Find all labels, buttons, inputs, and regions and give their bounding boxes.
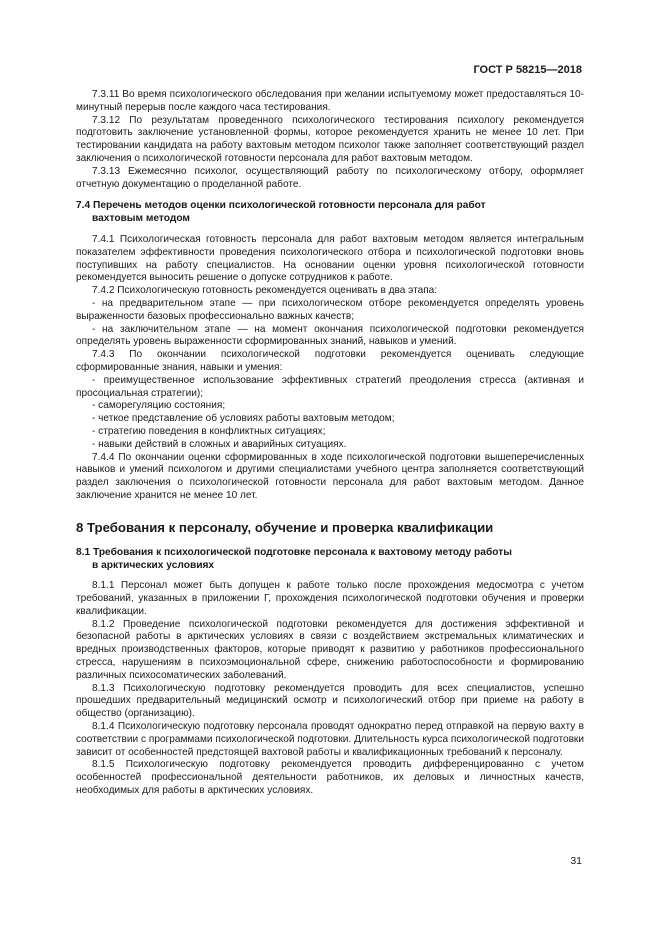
list-item: - навыки действий в сложных и аварийных ситуациях. (92, 438, 347, 450)
list-item: - преимущественное использование эффективных стратегий преодоления стресса (активная и просоциальная стратегии); (76, 374, 584, 399)
paragraph-7-3-11: 7.3.11 Во время психологического обследования при желании испытуемому может предоставляться 10-минутный перерыв после каждого часа тестирования. (76, 89, 584, 113)
list-item: - на предварительном этапе — при психологическом отборе рекомендуется определять уровень выраженности базовых профессионально важных качеств; (76, 297, 584, 322)
paragraph-7-4-3: 7.4.3 По окончании психологической подготовки рекомендуется оценивать следующие сформированные знания, навыки и умения: (76, 349, 584, 373)
paragraph-8-1-4: 8.1.4 Психологическую подготовку персонала проводят однократно перед отправкой на первую вахту в соответствии с программами психологической подготовки. Длительность курса психологической подготовки зависит от особенностей предстоящей вахтовой работы и квалификационных требований к персоналу. (76, 721, 584, 758)
heading-7-4-line2: вахтовым методом (92, 213, 190, 225)
list-item: - четкое представление об условиях работы вахтовым методом; (92, 413, 395, 425)
paragraph-7-3-13: 7.3.13 Ежемесячно психолог, осуществляющий работу по психологическому отбору, оформляет отчетную документацию о проделанной работе. (76, 165, 584, 190)
paragraph-8-1-2: 8.1.2 Проведение психологической подготовки рекомендуется для достижения эффективной и безопасной работы в арктических условиях в связи с воздействием экстремальных климатических и вредных производственных факторов, которые приводят к развитию у работников профессионального стресса, нарушениям в психоэмоциональной сфере, снижению работоспособности и формированию различных психосоматических заболеваний. (76, 618, 584, 681)
page-number: 31 (570, 855, 582, 867)
heading-8-1-line1: 8.1 Требования к психологической подготовке персонала к вахтовому методу работы (76, 546, 512, 558)
heading-7-4 (76, 200, 584, 226)
paragraph-7-4-4: 7.4.4 По окончании оценки сформированных в ходе психологической подготовки вышеперечисленных навыков и умений психологом и другими специалистами учебного центра заполняется соответствующий раздел заключения о психологической готовности персонала для работ вахтовым методом. Данное заключение хранится не менее 10 лет. (76, 451, 584, 501)
list-item: - стратегию поведения в конфликтных ситуациях; (92, 425, 326, 437)
paragraph-8-1-1: 8.1.1 Персонал может быть допущен к работе только после прохождения медосмотра с учетом требований, указанных в приложении Г, прохождения психологической подготовки обучения и проверки квалификации. (76, 580, 584, 617)
page-body (76, 89, 584, 798)
heading-8-1 (76, 547, 584, 573)
list-item: - саморегуляцию состояния; (92, 400, 226, 412)
list-item: - на заключительном этапе — на момент окончания психологической подготовки рекомендуется определять уровень выраженности сформированных знаний, навыков и умений. (76, 323, 584, 348)
paragraph-7-4-2: 7.4.2 Психологическую готовность рекомендуется оценивать в два этапа: (92, 285, 438, 297)
paragraph-8-1-5: 8.1.5 Психологическую подготовку рекомендуется проводить дифференцированно с учетом особенностей профессиональной деятельности работников, их деловых и личностных качеств, необходимых для работы в арктических условиях. (76, 759, 584, 797)
heading-8-1-line2: в арктических условиях (92, 559, 215, 571)
document-code: ГОСТ Р 58215—2018 (473, 64, 582, 76)
paragraph-7-4-1: 7.4.1 Психологическая готовность персонала для работ вахтовым методом является интегральным показателем эффективности проведения психологического отбора и психологической подготовки вновь поступивших на работу специалистов. На основании оценки уровня психологической готовности рекомендуется выносить решение о допуске сотрудников к работе. (76, 233, 584, 284)
paragraph-8-1-3: 8.1.3 Психологическую подготовку рекомендуется проводить для всех специалистов, успешно прошедших предварительный медицинский осмотр и психологический отбор при приеме на работу в общество (организацию). (76, 682, 584, 720)
paragraph-7-3-12: 7.3.12 По результатам проведенного психологического тестирования психологу рекомендуется подготовить заключение установленной формы, которое рекомендуется хранить не менее 10 лет. При тестировании кандидата на работу вахтовым методом психолог также заполняет соответствующий раздел заключения о психологической готовности персонала для работ вахтовым методом. (76, 114, 584, 164)
heading-7-4-line1: 7.4 Перечень методов оценки психологической готовности персонала для работ (76, 200, 486, 212)
heading-section-8: 8 Требования к персоналу, обучение и проверка квалификации (76, 519, 494, 535)
